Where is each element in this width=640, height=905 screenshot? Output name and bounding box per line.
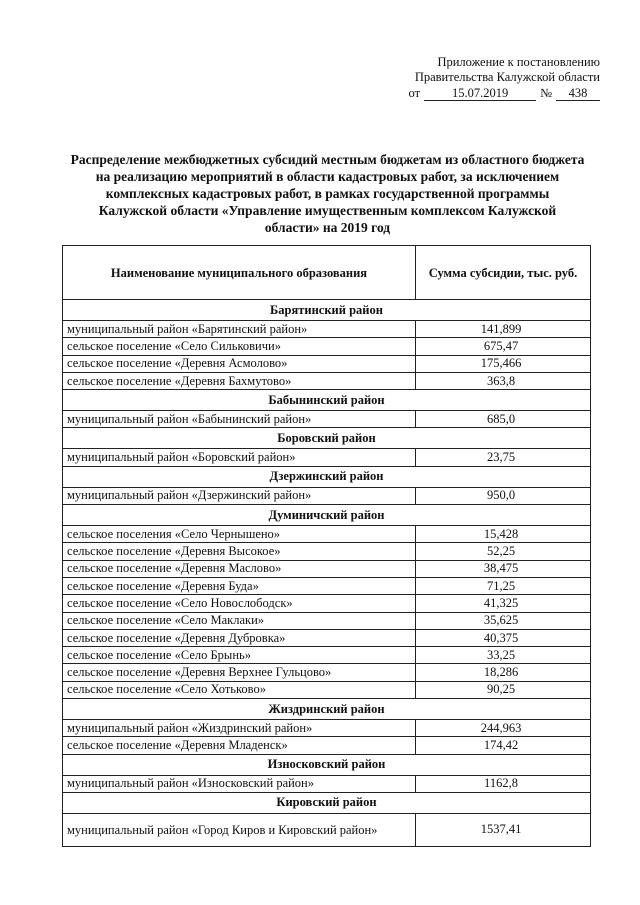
table-row bbox=[63, 321, 591, 338]
municipality-name: муниципальный район «Боровский район» bbox=[63, 449, 416, 466]
table-row bbox=[63, 629, 591, 646]
decree-date: 15.07.2019 bbox=[424, 86, 536, 101]
municipality-name: сельское поселение «Село Маклаки» bbox=[63, 612, 416, 629]
subsidy-amount: 174,42 bbox=[416, 737, 591, 754]
annex-line-1: Приложение к постановлению bbox=[437, 55, 600, 69]
header-sum: Сумма субсидии, тыс. руб. bbox=[416, 246, 591, 300]
district-name: Жиздринский район bbox=[63, 699, 591, 720]
table-row bbox=[63, 577, 591, 594]
district-row bbox=[63, 428, 591, 449]
document-title: Распределение межбюджетных субсидий местным бюджетам из областного бюджета на реализацию мероприятий в области кадастровых работ, за исключением комплексных кадастровых работ, в рамках государственной программы Калужской области «Управление имущественным комплексом Калужской области» на 2019 год bbox=[70, 152, 585, 235]
subsidy-amount: 38,475 bbox=[416, 560, 591, 577]
district-row bbox=[63, 505, 591, 526]
municipality-name: сельское поселение «Деревня Бахмутово» bbox=[63, 372, 416, 389]
district-row bbox=[63, 390, 591, 411]
annex-header bbox=[350, 55, 600, 101]
subsidy-amount: 244,963 bbox=[416, 720, 591, 737]
subsidy-amount: 35,625 bbox=[416, 612, 591, 629]
table-row bbox=[63, 813, 591, 846]
table-row bbox=[63, 411, 591, 428]
district-row bbox=[63, 754, 591, 775]
from-label: от bbox=[408, 86, 421, 100]
subsidy-amount: 1537,41 bbox=[416, 813, 591, 846]
municipality-name: сельское поселение «Деревня Асмолово» bbox=[63, 355, 416, 372]
annex-dateline bbox=[350, 86, 600, 101]
subsidy-amount: 685,0 bbox=[416, 411, 591, 428]
table-row bbox=[63, 775, 591, 792]
subsidy-amount: 1162,8 bbox=[416, 775, 591, 792]
municipality-name: сельское поселение «Деревня Высокое» bbox=[63, 543, 416, 560]
table-row bbox=[63, 737, 591, 754]
district-name: Кировский район bbox=[63, 792, 591, 813]
district-name: Думиничский район bbox=[63, 505, 591, 526]
municipality-name: муниципальный район «Бабынинский район» bbox=[63, 411, 416, 428]
municipality-name: сельское поселение «Деревня Дубровка» bbox=[63, 629, 416, 646]
table-row bbox=[63, 526, 591, 543]
district-row bbox=[63, 466, 591, 487]
subsidy-amount: 175,466 bbox=[416, 355, 591, 372]
table-row bbox=[63, 681, 591, 698]
district-row bbox=[63, 300, 591, 321]
subsidy-amount: 675,47 bbox=[416, 338, 591, 355]
table-row bbox=[63, 355, 591, 372]
district-name: Бабынинский район bbox=[63, 390, 591, 411]
municipality-name: сельское поселение «Село Брынь» bbox=[63, 647, 416, 664]
subsidy-amount: 23,75 bbox=[416, 449, 591, 466]
subsidy-amount: 15,428 bbox=[416, 526, 591, 543]
table-row bbox=[63, 612, 591, 629]
district-name: Дзержинский район bbox=[63, 466, 591, 487]
table-row bbox=[63, 720, 591, 737]
municipality-name: сельское поселение «Деревня Верхнее Гульцово» bbox=[63, 664, 416, 681]
subsidy-amount: 41,325 bbox=[416, 595, 591, 612]
number-label: № bbox=[540, 86, 552, 100]
municipality-name: сельское поселение «Село Сильковичи» bbox=[63, 338, 416, 355]
municipality-name: муниципальный район «Износковский район» bbox=[63, 775, 416, 792]
district-name: Барятинский район bbox=[63, 300, 591, 321]
table-row bbox=[63, 487, 591, 504]
district-name: Боровский район bbox=[63, 428, 591, 449]
table-header-row bbox=[63, 246, 591, 300]
table-row bbox=[63, 338, 591, 355]
subsidy-amount: 52,25 bbox=[416, 543, 591, 560]
header-name: Наименование муниципального образования bbox=[63, 246, 416, 300]
table-body bbox=[63, 300, 591, 847]
table-row bbox=[63, 595, 591, 612]
table-row bbox=[63, 449, 591, 466]
subsidy-amount: 90,25 bbox=[416, 681, 591, 698]
table-row bbox=[63, 664, 591, 681]
subsidy-amount: 40,375 bbox=[416, 629, 591, 646]
municipality-name: сельское поселение «Деревня Буда» bbox=[63, 577, 416, 594]
municipality-name: сельское поселение «Деревня Младенск» bbox=[63, 737, 416, 754]
district-row bbox=[63, 792, 591, 813]
subsidy-amount: 950,0 bbox=[416, 487, 591, 504]
subsidy-table bbox=[62, 245, 591, 847]
municipality-name: сельское поселение «Село Новослободск» bbox=[63, 595, 416, 612]
table-row bbox=[63, 372, 591, 389]
municipality-name: сельское поселения «Село Чернышено» bbox=[63, 526, 416, 543]
municipality-name: муниципальный район «Жиздринский район» bbox=[63, 720, 416, 737]
district-name: Износковский район bbox=[63, 754, 591, 775]
municipality-name: муниципальный район «Дзержинский район» bbox=[63, 487, 416, 504]
table-row bbox=[63, 560, 591, 577]
decree-number: 438 bbox=[556, 86, 600, 101]
municipality-name: муниципальный район «Барятинский район» bbox=[63, 321, 416, 338]
subsidy-amount: 363,8 bbox=[416, 372, 591, 389]
subsidy-amount: 18,286 bbox=[416, 664, 591, 681]
district-row bbox=[63, 699, 591, 720]
subsidy-amount: 141,899 bbox=[416, 321, 591, 338]
table-row bbox=[63, 647, 591, 664]
municipality-name: сельское поселение «Село Хотьково» bbox=[63, 681, 416, 698]
annex-line-2: Правительства Калужской области bbox=[414, 70, 600, 84]
subsidy-amount: 71,25 bbox=[416, 577, 591, 594]
municipality-name: сельское поселение «Деревня Маслово» bbox=[63, 560, 416, 577]
municipality-name: муниципальный район «Город Киров и Кировский район» bbox=[63, 813, 416, 846]
table-row bbox=[63, 543, 591, 560]
subsidy-amount: 33,25 bbox=[416, 647, 591, 664]
